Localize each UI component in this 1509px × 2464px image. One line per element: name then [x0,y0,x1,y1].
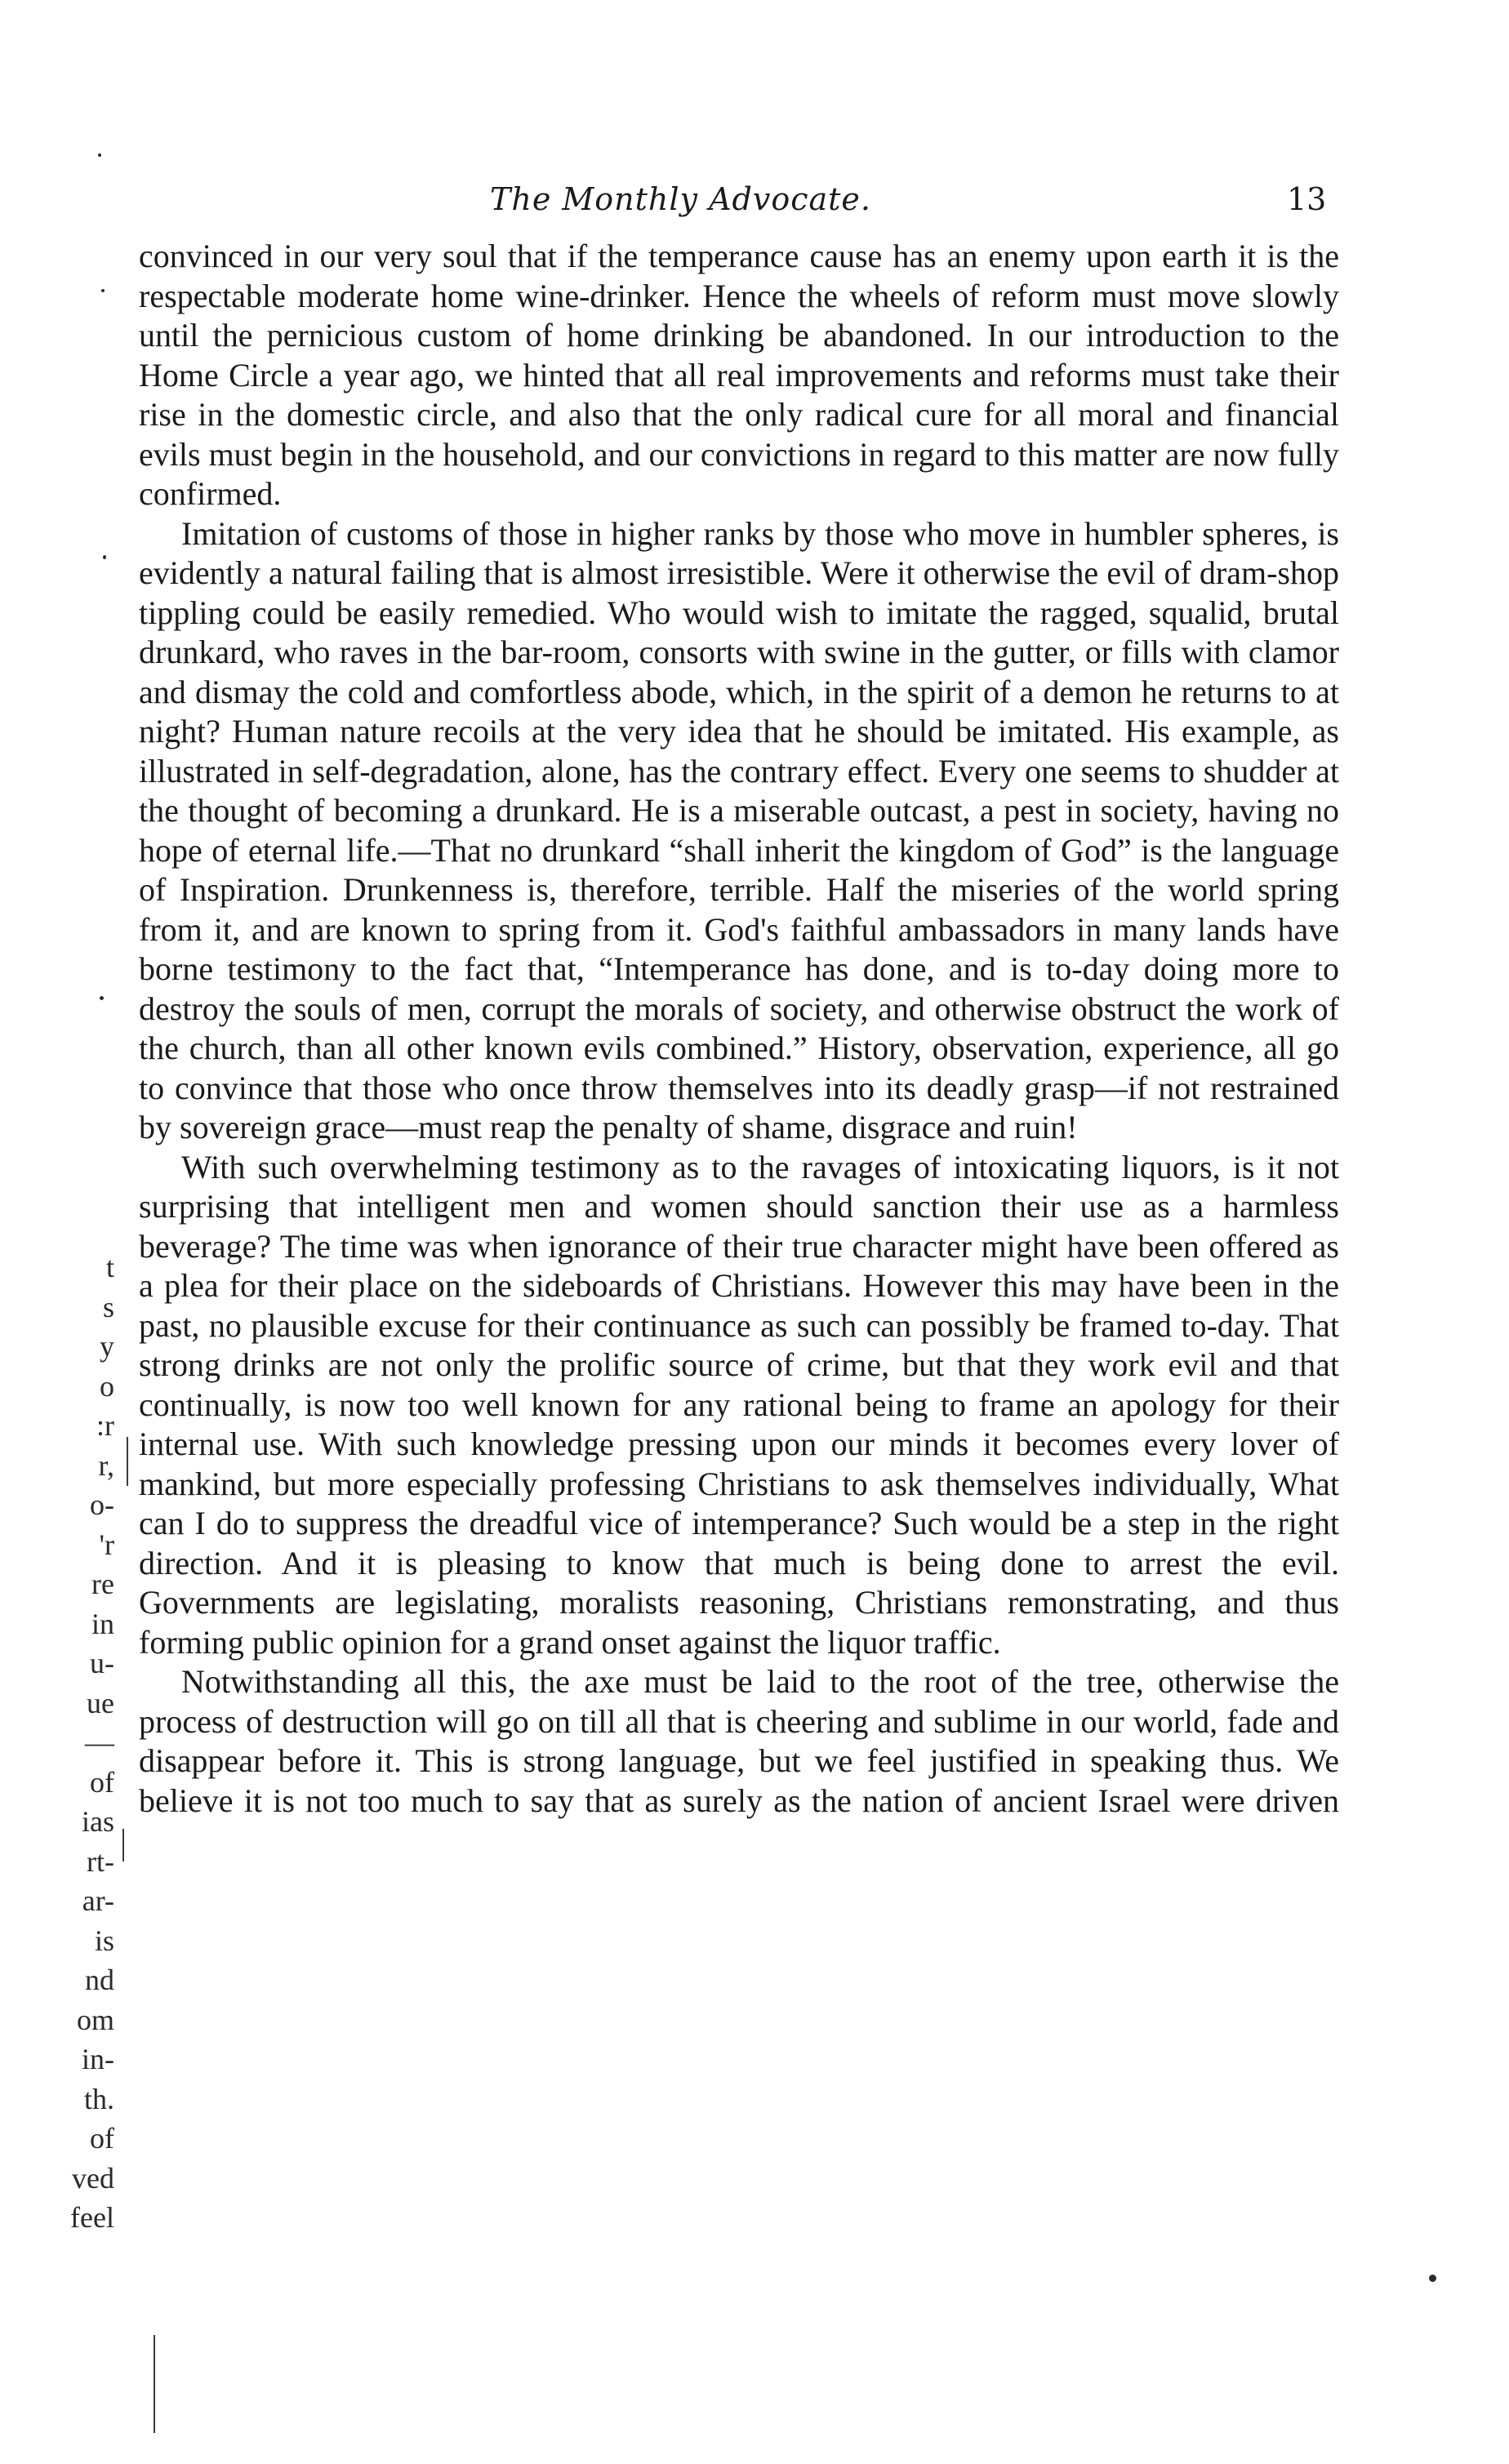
article-body [139,237,1339,1821]
paragraph-3: With such overwhelming testimony as to the ravages of intoxicating liquors, is it not surprising that intelligent men and women should sanction their use as a harmless beverage? The time was when ignorance of their true character might have been offered as a plea for their place on the sideboards of Christians. However this may have been in the past, no plausible excuse for their continuance as such can possibly be framed to-day. That strong drinks are not only the prolific source of crime, but that they work evil and that continually, is now too well known for any rational being to frame an apology for their internal use. With such knowledge pressing upon our minds it becomes every lover of mankind, but more especially professing Christians to ask themselves individually, What can I do to suppress the dreadful vice of intemperance? Such would be a step in the right direction. And it is pleasing to know that much is being done to arrest the evil. Governments are legislating, moralists reasoning, Christians remonstrating, and thus forming public opinion for a grand onset against the liquor traffic. [139,1148,1339,1661]
margin-fragment: feel [70,2201,114,2234]
margin-fragment: ar- [82,1884,114,1917]
margin-fragment: is [94,1924,114,1957]
facing-page-margin-fragments [49,1248,114,2238]
binding-mark [154,2335,155,2433]
margin-fragment: o- [90,1488,114,1521]
page-number: 13 [1287,181,1327,217]
margin-fragment: ved [72,2161,114,2195]
running-title: The Monthly Advocate. [490,181,871,217]
margin-fragment: u- [90,1647,114,1679]
margin-fragment: :r [96,1409,114,1442]
margin-fragment: in- [82,2043,114,2075]
margin-fragment: o [100,1369,114,1403]
margin-fragment: t [105,1251,114,1283]
margin-fragment: of [90,1765,114,1799]
margin-fragment: y [100,1330,114,1363]
paragraph-1: convinced in our very soul that if the temperance cause has an enemy upon earth it is the respectable moderate home wine-drinker. Hence the wheels of reform must move slowly until the pernicious custom of home drinking be abandoned. In our introduction to the Home Circle a year ago, we hinted that all real improvements and reforms must take their rise in the domestic circle, and also that the only radical cure for all moral and financial evils must begin in the household, and our convictions in regard to this matter are now fully confirmed. [139,238,1339,512]
margin-fragment: of [90,2122,114,2155]
paragraph-4: Notwithstanding all this, the axe must be laid to the root of the tree, otherwise the process of destruction will go on till all that is cheering and sublime in our world, fade and disappear before it. This is strong language, but we feel justified in speaking thus. We believe it is not too much to say that as surely as the nation of ancient Israel were driven [139,1663,1339,1819]
ink-speck [103,555,106,559]
margin-fragment: ias [82,1805,114,1838]
margin-fragment: nd [85,1964,114,1996]
margin-fragment: rt- [87,1844,114,1878]
margin-fragment: re [91,1568,114,1600]
margin-fragment: 'r [99,1528,114,1561]
margin-fragment: th. [83,2082,114,2115]
ink-speck [98,153,101,157]
margin-fragment: in [91,1607,114,1640]
margin-fragment: om [76,2003,114,2036]
binding-mark [122,1829,124,1861]
margin-fragment: r, [98,1448,114,1482]
ink-speck [100,996,104,1000]
margin-fragment: s [102,1290,114,1323]
margin-fragment: — [85,1726,114,1759]
binding-mark [127,1437,128,1486]
ink-speck [101,289,105,292]
paragraph-2: Imitation of customs of those in higher ranks by those who move in humbler spheres, is evidently a natural failing that is almost irresistible. Were it otherwise the evil of dram-shop tippling could be easily remedied. Who would wish to imitate the ragged, squalid, brutal drunkard, who raves in the bar-room, consorts with swine in the gutter, or fills with clamor and dismay the cold and comfortless abode, which, in the spirit of a demon he returns to at night? Human nature recoils at the very idea that he should be imitated. His example, as illustrated in self-degradation, alone, has the contrary effect. Every one seems to shudder at the thought of becoming a drunkard. He is a miserable outcast, a pest in society, having no hope of eternal life.—That no drunkard “shall inherit the kingdom of God” is the language of Inspiration. Drunkenness is, therefore, terrible. Half the miseries of the world spring from it, and are known to spring from it. God's faithful ambassadors in many lands have borne testimony to the fact that, “Intemperance has done, and is to-day doing more to destroy the souls of men, corrupt the morals of society, and otherwise obstruct the work of the church, than all other known evils combined.” History, observation, experience, all go to convince that those who once throw themselves into its deadly grasp—if not restrained by sovereign grace—must reap the penalty of shame, disgrace and ruin! [139,514,1339,1145]
ink-speck [1429,2275,1436,2282]
margin-fragment: ue [87,1686,114,1719]
